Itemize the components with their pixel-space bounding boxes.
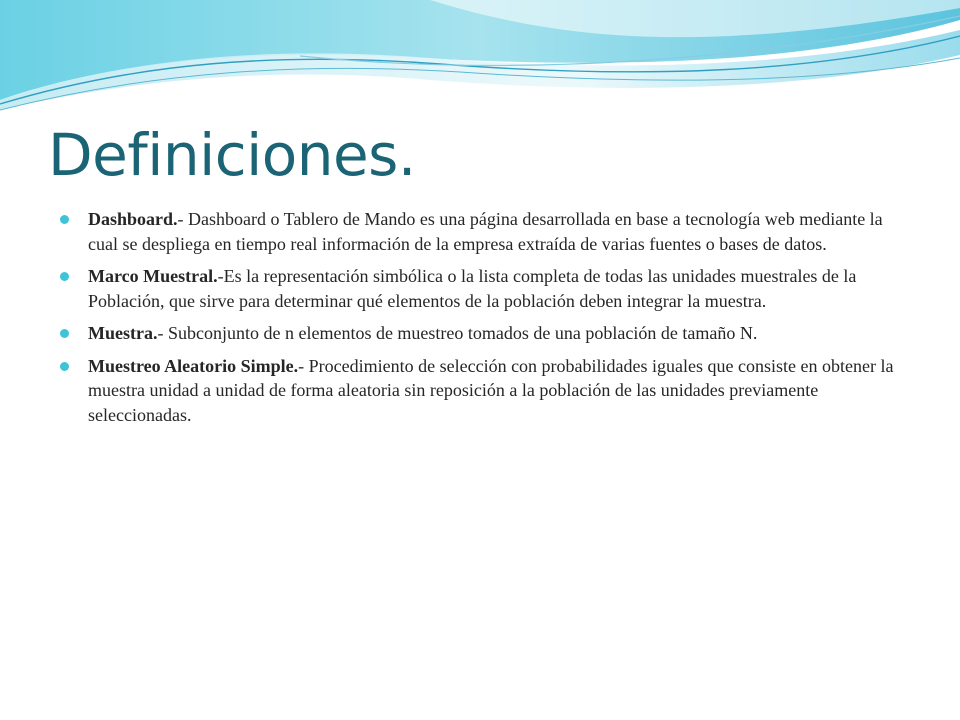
definition-text: - Procedimiento de selección con probabilidades iguales que consiste en obtener la muestra unidad a unidad de forma aleatoria sin reposición a la población de las unidades previamente seleccionadas. <box>88 355 894 425</box>
slide-title: Definiciones. <box>48 121 416 189</box>
header-wave-decoration <box>0 0 960 120</box>
definition-item-muestreo-aleatorio-simple <box>60 354 910 428</box>
bullet-dot-icon <box>60 272 69 281</box>
definition-text: -Es la representación simbólica o la lista completa de todas las unidades muestrales de la Población, que sirve para determinar qué elementos de la población deben integrar la muestra. <box>88 266 857 311</box>
bullet-dot-icon <box>60 215 69 224</box>
definition-term: Muestreo Aleatorio Simple. <box>88 355 299 376</box>
definition-term: Dashboard. <box>88 209 178 229</box>
definition-text: - Dashboard o Tablero de Mando es una página desarrollada en base a tecnología web mediante la cual se despliega en tiempo real información de la empresa extraída de varias fuentes o bases de datos. <box>88 209 883 254</box>
definition-list <box>60 207 910 435</box>
bullet-dot-icon <box>60 329 69 338</box>
definition-item-marco-muestral <box>60 264 910 313</box>
bullet-dot-icon <box>60 362 69 371</box>
definition-text: - Subconjunto de n elementos de muestreo tomados de una población de tamaño N. <box>157 323 758 343</box>
definition-term: Marco Muestral. <box>88 266 218 286</box>
definition-item-muestra <box>60 321 910 346</box>
definition-term: Muestra. <box>88 323 158 343</box>
definition-item-dashboard <box>60 207 910 256</box>
